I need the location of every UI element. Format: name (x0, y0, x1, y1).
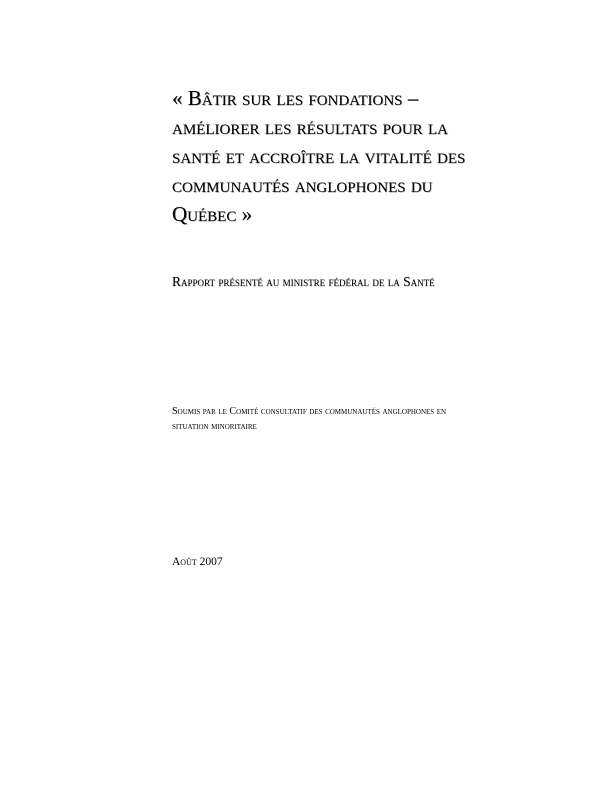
submitted-by (172, 404, 552, 434)
report-date: Août 2007 (172, 556, 223, 568)
submitted-by-line-2: situation minoritaire (172, 421, 257, 432)
title-line-4: communautés anglophones du (172, 173, 433, 197)
title-line-1: « Bâtir sur les fondations – (172, 86, 419, 110)
title-line-3: santé et accroître la vitalité des (172, 144, 466, 168)
report-title (172, 84, 552, 229)
title-line-5: Québec » (172, 202, 253, 226)
submitted-by-line-1: Soumis par le Comité consultatif des communautés anglophones en (172, 406, 447, 417)
title-line-2: améliorer les résultats pour la (172, 115, 448, 139)
report-subtitle: Rapport présenté au ministre fédéral de la Santé (172, 274, 435, 289)
